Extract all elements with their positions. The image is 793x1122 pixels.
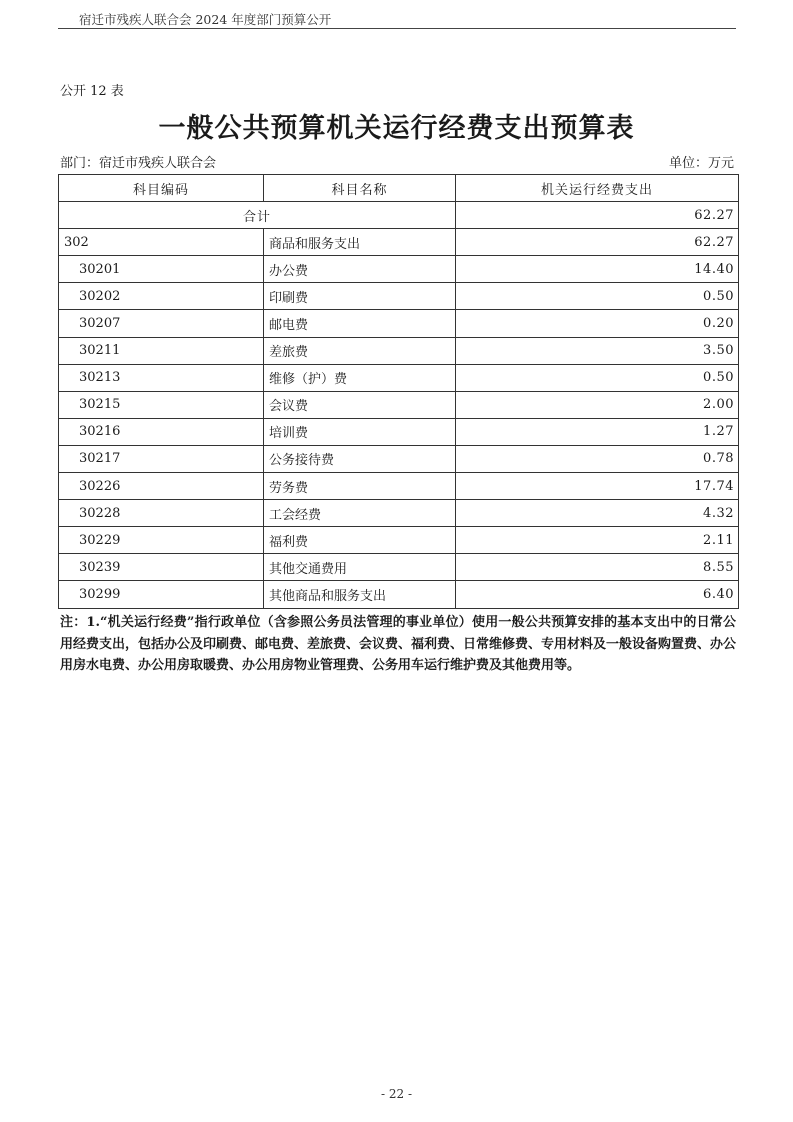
footnote: 注：1.“机关运行经费”指行政单位（含参照公务员法管理的事业单位）使用一般公共预算安排的基本支出中的日常公用经费支出，包括办公及印刷费、邮电费、差旅费、会议费、福利费、日常维修费、专用材料及一般设备购置费、办公用房水电费、办公用房取暖费、办公用房物业管理费、公务用车运行维护费及其他费用等。 <box>60 615 737 673</box>
row-name: 差旅费 <box>264 337 456 364</box>
row-value: 62.27 <box>456 229 739 256</box>
row-code: 30211 <box>59 337 264 364</box>
table-row <box>59 527 739 554</box>
row-name: 会议费 <box>264 391 456 418</box>
table-row <box>59 229 739 256</box>
row-code: 30229 <box>59 527 264 554</box>
row-value: 8.55 <box>456 554 739 581</box>
row-value: 2.00 <box>456 391 739 418</box>
row-code: 30213 <box>59 364 264 391</box>
row-name: 商品和服务支出 <box>264 229 456 256</box>
row-name: 其他商品和服务支出 <box>264 581 456 608</box>
budget-table <box>58 174 739 609</box>
table-header-row <box>59 175 739 202</box>
row-value: 0.50 <box>456 283 739 310</box>
row-name: 办公费 <box>264 256 456 283</box>
row-value: 0.78 <box>456 445 739 472</box>
row-name: 工会经费 <box>264 500 456 527</box>
page-number: - 22 - <box>380 1087 412 1101</box>
row-code: 30215 <box>59 391 264 418</box>
row-code: 30239 <box>59 554 264 581</box>
table-row <box>59 500 739 527</box>
row-code: 302 <box>59 229 264 256</box>
row-name: 培训费 <box>264 418 456 445</box>
row-name: 劳务费 <box>264 473 456 500</box>
table-row <box>59 445 739 472</box>
row-code: 30207 <box>59 310 264 337</box>
row-name: 其他交通费用 <box>264 554 456 581</box>
page-header: 宿迁市残疾人联合会 2024 年度部门预算公开 <box>79 12 332 27</box>
row-code: 30217 <box>59 445 264 472</box>
header-name: 科目名称 <box>264 175 456 202</box>
row-code: 30299 <box>59 581 264 608</box>
table-row <box>59 581 739 608</box>
page-title: 一般公共预算机关运行经费支出预算表 <box>158 113 635 144</box>
header-rule <box>58 28 736 29</box>
table-row <box>59 554 739 581</box>
row-code: 30226 <box>59 473 264 500</box>
row-value: 0.50 <box>456 364 739 391</box>
total-value: 62.27 <box>456 202 739 229</box>
row-value: 6.40 <box>456 581 739 608</box>
table-row <box>59 256 739 283</box>
table-number: 公开 12 表 <box>60 84 124 99</box>
row-value: 0.20 <box>456 310 739 337</box>
row-name: 印刷费 <box>264 283 456 310</box>
row-code: 30201 <box>59 256 264 283</box>
header-code: 科目编码 <box>59 175 264 202</box>
table-row <box>59 283 739 310</box>
row-name: 福利费 <box>264 527 456 554</box>
header-amount: 机关运行经费支出 <box>456 175 739 202</box>
table-row <box>59 391 739 418</box>
row-value: 2.11 <box>456 527 739 554</box>
row-value: 14.40 <box>456 256 739 283</box>
row-value: 3.50 <box>456 337 739 364</box>
unit-label: 单位：万元 <box>668 156 734 171</box>
row-value: 17.74 <box>456 473 739 500</box>
row-name: 邮电费 <box>264 310 456 337</box>
total-row <box>59 202 739 229</box>
total-label: 合计 <box>59 202 456 229</box>
table-row <box>59 418 739 445</box>
table-row <box>59 310 739 337</box>
row-name: 维修（护）费 <box>264 364 456 391</box>
row-value: 4.32 <box>456 500 739 527</box>
row-code: 30228 <box>59 500 264 527</box>
table-row <box>59 473 739 500</box>
table-row <box>59 364 739 391</box>
table-row <box>59 337 739 364</box>
department-label: 部门：宿迁市残疾人联合会 <box>60 156 217 171</box>
row-name: 公务接待费 <box>264 445 456 472</box>
row-code: 30216 <box>59 418 264 445</box>
row-value: 1.27 <box>456 418 739 445</box>
row-code: 30202 <box>59 283 264 310</box>
